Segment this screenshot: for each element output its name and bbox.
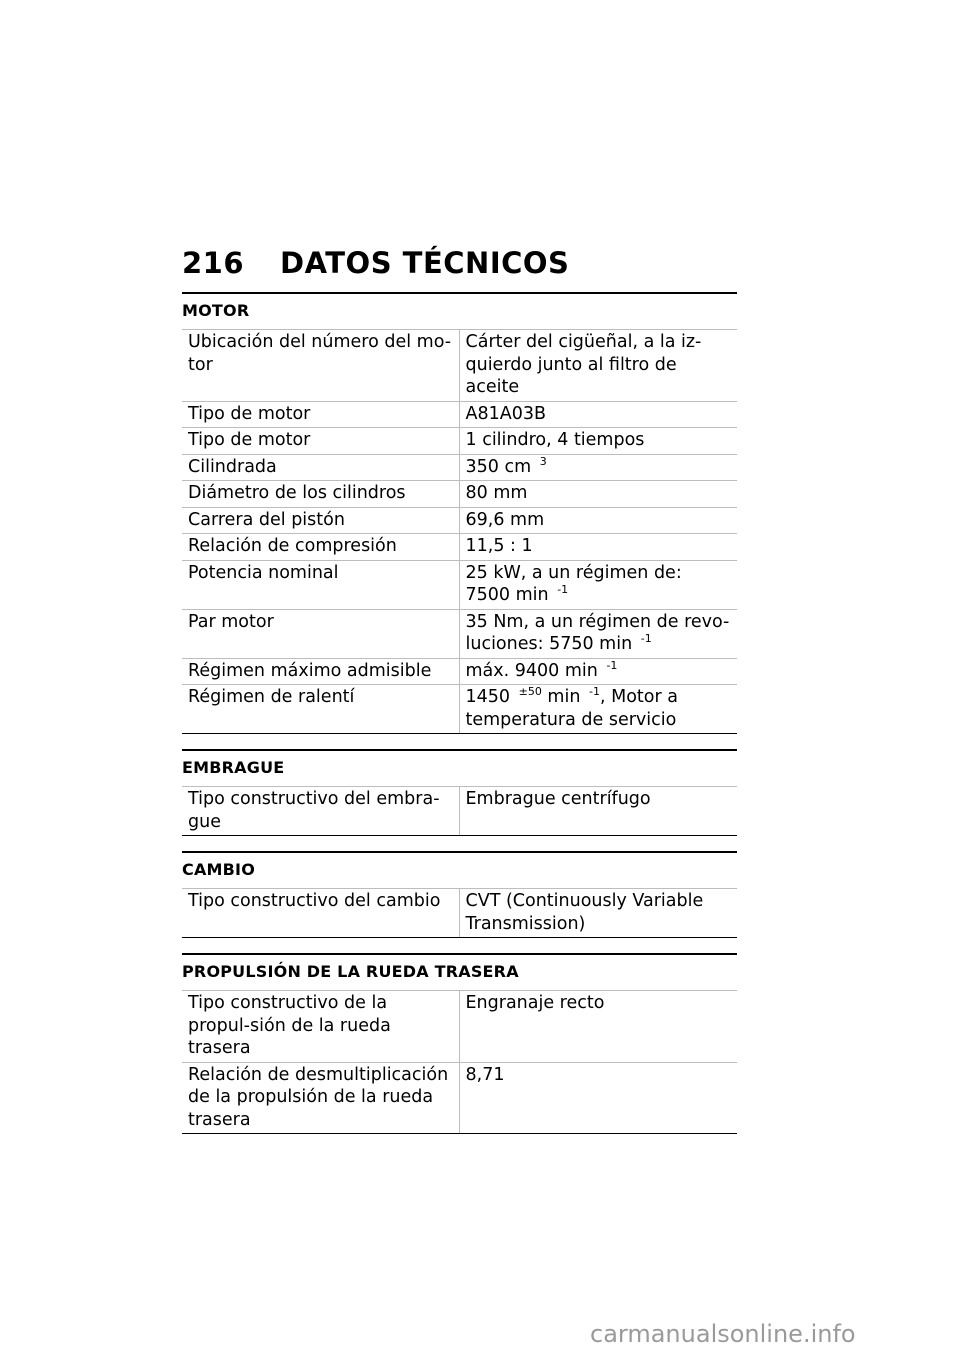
section-rear-drive [182,953,737,1134]
spec-value-cell [459,454,737,481]
spec-label: Tipo constructivo del embra-gue [182,787,459,836]
spec-unit-exponent: 3 [539,454,547,468]
spec-value-cell [459,685,737,734]
section-heading: CAMBIO [182,851,737,888]
section-heading: EMBRAGUE [182,749,737,786]
spec-label: Tipo constructivo de la propul-sión de la rueda trasera [182,991,459,1063]
table-row [182,454,737,481]
spec-value-cell [459,560,737,609]
spec-value-cell [459,658,737,685]
spec-content [182,292,737,1149]
spec-value-note: , Motor a temperatura de servicio [465,687,678,730]
spec-unit-exponent: -1 [557,583,569,596]
spec-value-cell [459,609,737,658]
spec-value: 1450 [465,687,511,707]
spec-label: Diámetro de los cilindros [182,481,459,508]
spec-value: 80 mm [459,481,737,508]
spec-tolerance: ±50 [518,685,542,698]
section-heading: PROPULSIÓN DE LA RUEDA TRASERA [182,953,737,990]
spec-label: Tipo de motor [182,401,459,428]
spec-label: Carrera del pistón [182,507,459,534]
spec-label: Relación de compresión [182,534,459,561]
page-heading: DATOS TÉCNICOS [280,246,570,280]
table-row [182,991,737,1063]
table-row [182,401,737,428]
table-row [182,787,737,836]
spec-unit: min [547,687,581,707]
spec-table-gearbox [182,888,737,938]
table-row [182,507,737,534]
table-row [182,481,737,508]
spec-value: 25 kW, a un régimen de: 7500 min [465,562,682,605]
spec-label: Par motor [182,609,459,658]
spec-value: 350 cm [465,456,532,477]
table-row [182,658,737,685]
page-title [182,246,569,280]
spec-table-motor [182,329,737,734]
spec-label: Ubicación del número del mo-tor [182,330,459,402]
spec-label: Tipo constructivo del cambio [182,889,459,938]
spec-label: Relación de desmultiplicación de la propulsión de la rueda trasera [182,1062,459,1134]
spec-label: Cilindrada [182,454,459,481]
page-number: 216 [182,246,245,280]
spec-label: Régimen máximo admisible [182,658,459,685]
spec-value: máx. 9400 min [465,660,598,681]
spec-table-rear-drive [182,990,737,1134]
section-motor [182,292,737,734]
spec-value: Embrague centrífugo [459,787,737,836]
spec-unit-exponent: -1 [606,658,618,672]
section-heading: MOTOR [182,292,737,329]
table-row [182,1062,737,1134]
section-clutch [182,749,737,836]
spec-table-clutch [182,786,737,836]
section-gearbox [182,851,737,938]
spec-value: 8,71 [459,1062,737,1134]
table-row [182,685,737,734]
spec-unit-exponent: -1 [589,685,600,698]
table-row [182,534,737,561]
spec-value: 35 Nm, a un régimen de revo-luciones: 5750 min [465,611,730,654]
table-row [182,889,737,938]
spec-value: A81A03B [459,401,737,428]
spec-label: Régimen de ralentí [182,685,459,734]
spec-value: Engranaje recto [459,991,737,1063]
table-row [182,330,737,402]
watermark: carmanualsonline.info [590,1320,856,1348]
spec-value: 69,6 mm [459,507,737,534]
spec-label: Tipo de motor [182,428,459,455]
table-row [182,560,737,609]
table-row [182,428,737,455]
spec-value: CVT (Continuously Variable Transmission) [459,889,737,938]
spec-value: 1 cilindro, 4 tiempos [459,428,737,455]
spec-value: 11,5 : 1 [459,534,737,561]
spec-label: Potencia nominal [182,560,459,609]
table-row [182,609,737,658]
spec-unit-exponent: -1 [640,632,652,645]
spec-value: Cárter del cigüeñal, a la iz-quierdo junto al filtro de aceite [459,330,737,402]
